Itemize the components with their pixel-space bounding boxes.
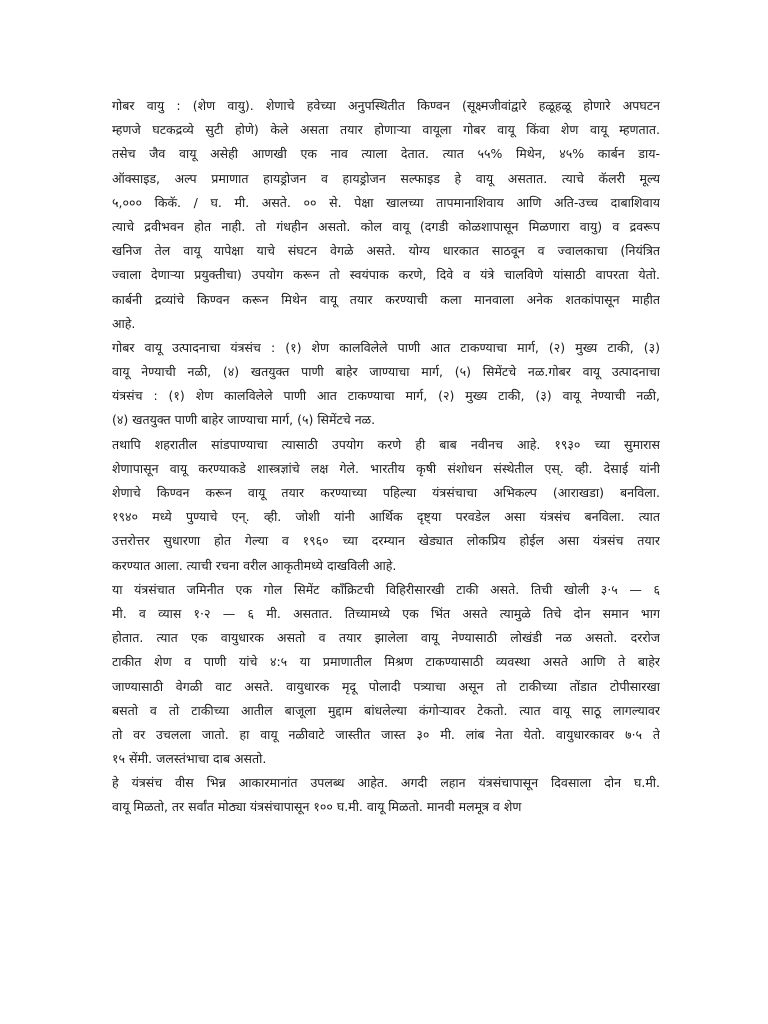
text-line: उत्तरोत्तर सुधारणा होत गेल्या व १९६० च्या दरम्यान खेड्यात लोकप्रिय होईल असा यंत्रसंच तयार: [112, 533, 660, 549]
text-line: १५ सेंमी. जलस्तंभाचा दाब असतो.: [112, 751, 267, 767]
text-line: ज्वाला देणाऱ्या प्रयुक्तीचा) उपयोग करून तो स्वयंपाक करणे, दिवे व यंत्रे चालविणे यांसाठी वापरता येतो.: [112, 267, 660, 283]
text-line: जाण्यासाठी वेगळी वाट असते. वायुधारक मृदू पोलादी पत्र्याचा असून तो टाकीच्या तोंडात टोपीसारखा: [112, 678, 660, 694]
text-line: म्हणजे घटकद्रव्ये सुटी होणे) केले असता तयार होणाऱ्या वायूला गोबर वायू किंवा शेण वायू म्हणतात.: [112, 122, 660, 138]
text-line: होतात. त्यात एक वायुधारक असतो व तयार झालेला वायू नेण्यासाठी लोखंडी नळ असतो. दररोज: [112, 630, 660, 646]
paragraph-construction: [112, 578, 660, 772]
paragraph-figure-caption: [112, 336, 660, 433]
text-line: १९४० मध्ये पुण्याचे एन्. व्ही. जोशी यांनी आर्थिक दृष्ट्या परवडेल असा यंत्रसंच बनविला. त्यात: [112, 509, 660, 525]
text-line: बसतो व तो टाकीच्या आतील बाजूला मुद्दाम बांधलेल्या कंगोऱ्यावर टेकतो. त्यात वायू साठू लागल्यावर: [112, 702, 660, 718]
text-line: (४) खतयुक्त पाणी बाहेर जाण्याचा मार्ग, (५) सिमेंटचे नळ.: [112, 412, 376, 428]
text-line: यंत्रसंच : (१) शेण कालविलेले पाणी आत टाकण्याचा मार्ग, (२) मुख्य टाकी, (३) वायू नेण्याची नळी,: [112, 388, 660, 404]
text-line: ऑक्साइड, अल्प प्रमाणात हायड्रोजन व हायड्रोजन सल्फाइड हे वायू असतात. त्याचे कॅलरी मूल्य: [112, 170, 660, 186]
text-line: तो वर उचलला जातो. हा वायू नळीवाटे जास्तीत जास्त ३० मी. लांब नेता येतो. वायुधारकावर ७·५ ते: [112, 726, 660, 742]
text-line: हे यंत्रसंच वीस भिन्न आकारमानांत उपलब्ध आहेत. अगदी लहान यंत्रसंचापासून दिवसाला दोन घ.मी.: [112, 775, 660, 791]
document-body: [112, 94, 660, 820]
text-line: ५,००० किकॅ. / घ. मी. असते. ०० से. पेक्षा खालच्या तापमानाशिवाय आणि अति-उच्च दाबाशिवाय: [112, 194, 660, 210]
text-line: तथापि शहरातील सांडपाण्याचा त्यासाठी उपयोग करणे ही बाब नवीनच आहे. १९३० च्या सुमारास: [112, 436, 660, 452]
text-line: आहे.: [112, 315, 136, 331]
text-line: खनिज तेल वायू यापेक्षा याचे संघटन वेगळे असते. योग्य धारकात साठवून व ज्वालकाचा (नियंत्रित: [112, 243, 660, 259]
text-line: या यंत्रसंचात जमिनीत एक गोल सिमेंट काँक्रिटची विहिरीसारखी टाकी असते. तिची खोली ३·५ — ६: [112, 581, 660, 597]
paragraph-intro: [112, 94, 660, 336]
paragraph-history: [112, 433, 660, 578]
text-line: शेणापासून वायू करण्याकडे शास्त्रज्ञांचे लक्ष गेले. भारतीय कृषी संशोधन संस्थेतील एस्. व्ही. देसाई यांनी: [112, 460, 660, 476]
text-line: करण्यात आला. त्याची रचना वरील आकृतीमध्ये दाखविली आहे.: [112, 557, 397, 573]
text-line: गोबर वायू उत्पादनाचा यंत्रसंच : (१) शेण कालविलेले पाणी आत टाकण्याचा मार्ग, (२) मुख्य टाकी, (३): [112, 339, 660, 355]
text-line: गोबर वायु : (शेण वायु). शेणाचे हवेच्या अनुपस्थितीत किण्वन (सूक्ष्मजीवांद्वारे हळूहळू होणारे अपघटन: [112, 98, 660, 113]
paragraph-sizes: [112, 771, 660, 819]
text-line: कार्बनी द्रव्यांचे किण्वन करून मिथेन वायू तयार करण्याची कला मानवाला अनेक शतकांपासून माहीत: [112, 291, 660, 307]
text-line: मी. व व्यास १·२ — ६ मी. असतात. तिच्यामध्ये एक भिंत असते त्यामुळे तिचे दोन समान भाग: [112, 605, 660, 621]
text-line: तसेच जैव वायू असेही आणखी एक नाव त्याला देतात. त्यात ५५% मिथेन, ४५% कार्बन डाय-: [112, 146, 660, 162]
text-line: त्याचे द्रवीभवन होत नाही. तो गंधहीन असतो. कोल वायू (दगडी कोळशापासून मिळणारा वायु) व द्रवरूप: [112, 218, 660, 234]
text-line: शेणाचे किण्वन करून वायू तयार करण्याच्या पहिल्या यंत्रसंचाचा अभिकल्प (आराखडा) बनविला.: [112, 485, 660, 500]
text-line: वायू नेण्याची नळी, (४) खतयुक्त पाणी बाहेर जाण्याचा मार्ग, (५) सिमेंटचे नळ.गोबर वायू उत्पादनाचा: [112, 364, 660, 380]
text-line: टाकीत शेण व पाणी यांचे ४:५ या प्रमाणातील मिश्रण टाकण्यासाठी व्यवस्था असते आणि ते बाहेर: [112, 654, 660, 670]
text-line: वायू मिळतो, तर सर्वांत मोठ्या यंत्रसंचापासून १०० घ.मी. वायू मिळतो. मानवी मलमूत्र व शेण: [112, 799, 522, 815]
